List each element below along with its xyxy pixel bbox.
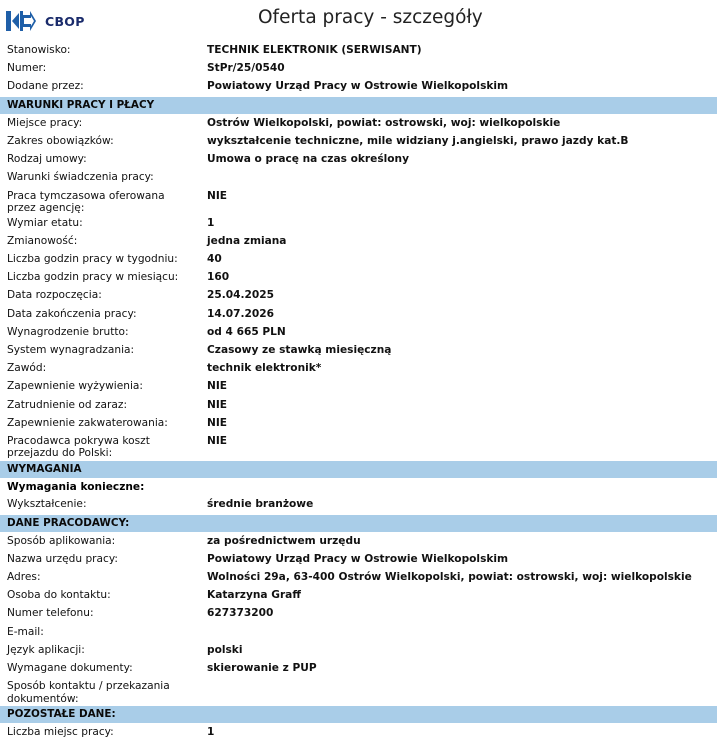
basic-info	[0, 42, 717, 97]
detail-row	[0, 324, 717, 342]
detail-label: Zakres obowiązków:	[7, 134, 114, 147]
detail-label: Zatrudnienie od zaraz:	[7, 398, 128, 411]
detail-row	[0, 551, 717, 569]
detail-value: NIE	[207, 189, 228, 202]
detail-row	[0, 251, 717, 269]
detail-value: Ostrów Wielkopolski, powiat: ostrowski, woj: wielkopolskie	[207, 116, 561, 129]
detail-row	[0, 533, 717, 551]
detail-value: NIE	[207, 398, 228, 411]
detail-row	[0, 287, 717, 305]
detail-label: Zapewnienie wyżywienia:	[7, 380, 143, 393]
detail-value: StPr/25/0540	[207, 62, 285, 75]
detail-row	[0, 169, 717, 187]
detail-row	[0, 342, 717, 360]
detail-label: Liczba miejsc pracy:	[7, 725, 114, 738]
detail-value: NIE	[207, 434, 228, 447]
detail-label: E-mail:	[7, 625, 44, 638]
section-header-wymagania: WYMAGANIA	[0, 461, 717, 478]
detail-row	[0, 60, 717, 78]
detail-value: 1	[207, 216, 215, 229]
detail-label: Data zakończenia pracy:	[7, 307, 137, 320]
cbop-arrow-icon	[6, 10, 36, 32]
detail-row	[0, 133, 717, 151]
detail-value: jedna zmiana	[207, 234, 287, 247]
detail-value: 25.04.2025	[207, 289, 275, 302]
detail-label: Nazwa urzędu pracy:	[7, 552, 118, 565]
detail-value: NIE	[207, 416, 228, 429]
detail-label: Praca tymczasowa oferowana przez agencję:	[7, 189, 165, 214]
page-header	[0, 0, 717, 42]
detail-value: 14.07.2026	[207, 307, 275, 320]
detail-value	[199, 624, 717, 626]
detail-label: Zawód:	[7, 362, 47, 375]
detail-label: System wynagradzania:	[7, 344, 135, 356]
detail-value: skierowanie z PUP	[207, 662, 317, 674]
detail-row	[0, 660, 717, 678]
detail-row	[0, 215, 717, 233]
detail-label: Data rozpoczęcia:	[7, 289, 102, 302]
wymagania-list	[0, 496, 717, 514]
detail-value: wykształcenie techniczne, mile widziany j.angielski, prawo jazdy kat.B	[207, 134, 629, 147]
detail-label: Zmianowość:	[7, 234, 78, 247]
logo-text: CBOP	[45, 13, 85, 29]
detail-value: Katarzyna Graff	[207, 589, 301, 602]
detail-value: od 4 665 PLN	[207, 325, 286, 338]
detail-row	[0, 360, 717, 378]
detail-value: Wolności 29a, 63-400 Ostrów Wielkopolski, powiat: ostrowski, woj: wielkopolskie	[207, 571, 692, 584]
detail-label: Pracodawca pokrywa koszt przejazdu do Polski:	[7, 434, 150, 460]
detail-value: 160	[207, 271, 230, 284]
detail-row	[0, 415, 717, 433]
detail-label: Język aplikacji:	[7, 643, 85, 656]
detail-value: NIE	[207, 380, 228, 393]
detail-label: Sposób kontaktu / przekazania dokumentów:	[7, 680, 170, 705]
detail-label: Dodane przez:	[7, 80, 84, 93]
section-header-warunki: WARUNKI PRACY I PŁACY	[0, 97, 717, 114]
detail-label: Wymagane dokumenty:	[7, 662, 133, 674]
detail-row	[0, 724, 717, 742]
detail-row	[0, 624, 717, 642]
detail-row	[0, 605, 717, 623]
detail-value: średnie branżowe	[207, 498, 314, 511]
detail-label: Numer telefonu:	[7, 607, 94, 620]
detail-row	[0, 115, 717, 133]
detail-value: za pośrednictwem urzędu	[207, 534, 361, 547]
pracodawca-list	[0, 533, 717, 706]
detail-label: Miejsce pracy:	[7, 116, 83, 129]
detail-value: Umowa o pracę na czas określony	[207, 153, 409, 166]
detail-value	[199, 678, 717, 680]
detail-value: TECHNIK ELEKTRONIK (SERWISANT)	[207, 44, 422, 56]
detail-label: Sposób aplikowania:	[7, 534, 116, 547]
detail-row	[0, 233, 717, 251]
section-header-pracodawca: DANE PRACODAWCY:	[0, 515, 717, 532]
detail-row	[0, 378, 717, 396]
detail-label: Wynagrodzenie brutto:	[7, 325, 129, 338]
subheading-wymagania-konieczne: Wymagania konieczne:	[7, 481, 145, 494]
detail-row	[0, 306, 717, 324]
detail-row	[0, 569, 717, 587]
detail-label: Numer:	[7, 62, 47, 75]
detail-label: Liczba godzin pracy w tygodniu:	[7, 253, 178, 266]
page-title: Oferta pracy - szczegóły	[258, 7, 483, 28]
detail-row	[0, 678, 717, 705]
detail-value: 627373200	[207, 607, 274, 620]
warunki-list	[0, 115, 717, 460]
detail-label: Osoba do kontaktu:	[7, 589, 111, 602]
pozostale-list	[0, 724, 717, 742]
detail-label: Wykształcenie:	[7, 498, 87, 511]
detail-row	[0, 587, 717, 605]
detail-value: 40	[207, 253, 222, 266]
detail-row	[0, 269, 717, 287]
detail-value: Powiatowy Urząd Pracy w Ostrowie Wielkopolskim	[207, 552, 509, 565]
detail-value: Powiatowy Urząd Pracy w Ostrowie Wielkopolskim	[207, 80, 509, 93]
cbop-logo	[6, 10, 85, 32]
detail-row	[0, 397, 717, 415]
section-header-pozostale: POZOSTAŁE DANE:	[0, 706, 717, 723]
detail-label: Adres:	[7, 571, 41, 584]
detail-row	[0, 496, 717, 514]
detail-row	[0, 42, 717, 60]
detail-label: Wymiar etatu:	[7, 216, 83, 229]
detail-row	[0, 188, 717, 215]
detail-label: Warunki świadczenia pracy:	[7, 171, 154, 184]
detail-row	[0, 78, 717, 96]
detail-value: technik elektronik*	[207, 362, 322, 375]
detail-label: Stanowisko:	[7, 44, 71, 56]
detail-row	[0, 151, 717, 169]
detail-row	[0, 433, 717, 460]
detail-value: 1	[207, 725, 215, 738]
detail-value	[199, 169, 717, 171]
detail-value: polski	[207, 643, 243, 656]
detail-label: Liczba godzin pracy w miesiącu:	[7, 271, 179, 284]
detail-label: Rodzaj umowy:	[7, 153, 87, 166]
detail-value: Czasowy ze stawką miesięczną	[207, 344, 392, 356]
detail-row	[0, 642, 717, 660]
detail-label: Zapewnienie zakwaterowania:	[7, 416, 168, 429]
offer-details	[0, 42, 717, 742]
